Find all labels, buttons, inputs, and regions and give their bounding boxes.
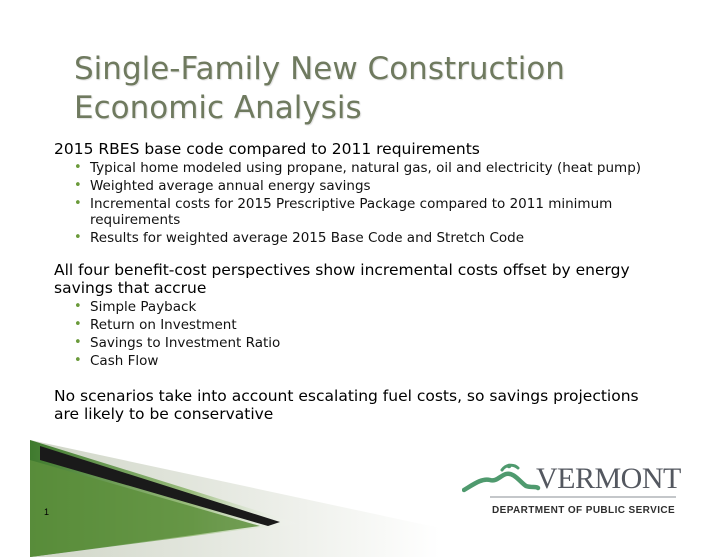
bullet-list (54, 299, 664, 369)
page-number: 1 (44, 507, 50, 517)
section-benefit-cost (54, 261, 664, 369)
vermont-wordmark: VERMONT (536, 462, 681, 495)
section-rbes-comparison (54, 140, 664, 246)
bullet-text: Return on Investment (90, 317, 237, 333)
bullet-dot-icon: • (74, 299, 82, 314)
bullet-dot-icon: • (74, 353, 82, 368)
slide-title-line-1: Single-Family New Construction (74, 51, 565, 87)
slide-title (74, 50, 694, 128)
section-heading: No scenarios take into account escalating fuel costs, so savings projections are likely to be conservative (54, 387, 639, 423)
section-fuel-costs (54, 387, 664, 423)
bullet-dot-icon: • (74, 230, 82, 245)
bullet-text: Results for weighted average 2015 Base Code and Stretch Code (90, 230, 525, 246)
bullet-item (74, 230, 664, 246)
bullet-text: Weighted average annual energy savings (90, 178, 371, 194)
bullet-text: Simple Payback (90, 299, 197, 315)
footer-swoosh-decoration (0, 440, 440, 557)
bullet-item (74, 196, 664, 228)
bullet-dot-icon: • (74, 178, 82, 193)
section-heading: 2015 RBES base code compared to 2011 requirements (54, 140, 480, 158)
bullet-item (74, 353, 664, 369)
bullet-dot-icon: • (74, 160, 82, 175)
section-heading: All four benefit-cost perspectives show incremental costs offset by energy savings that accrue (54, 261, 630, 297)
bullet-item (74, 178, 664, 194)
bullet-text: Typical home modeled using propane, natural gas, oil and electricity (heat pump) (90, 160, 642, 176)
bullet-text: Savings to Investment Ratio (90, 335, 281, 351)
department-name: DEPARTMENT OF PUBLIC SERVICE (492, 505, 676, 516)
bullet-text: Incremental costs for 2015 Prescriptive Package compared to 2011 minimum requirements (90, 196, 613, 228)
bullet-item (74, 335, 664, 351)
bullet-item (74, 317, 664, 333)
bullet-item (74, 160, 664, 176)
bullet-list (54, 160, 664, 246)
slide-title-line-2: Economic Analysis (74, 90, 362, 126)
bullet-text: Cash Flow (90, 353, 159, 369)
bullet-item (74, 299, 664, 315)
bullet-dot-icon: • (74, 317, 82, 332)
slide-content (54, 140, 664, 423)
bullet-dot-icon: • (74, 335, 82, 350)
bullet-dot-icon: • (74, 196, 82, 211)
